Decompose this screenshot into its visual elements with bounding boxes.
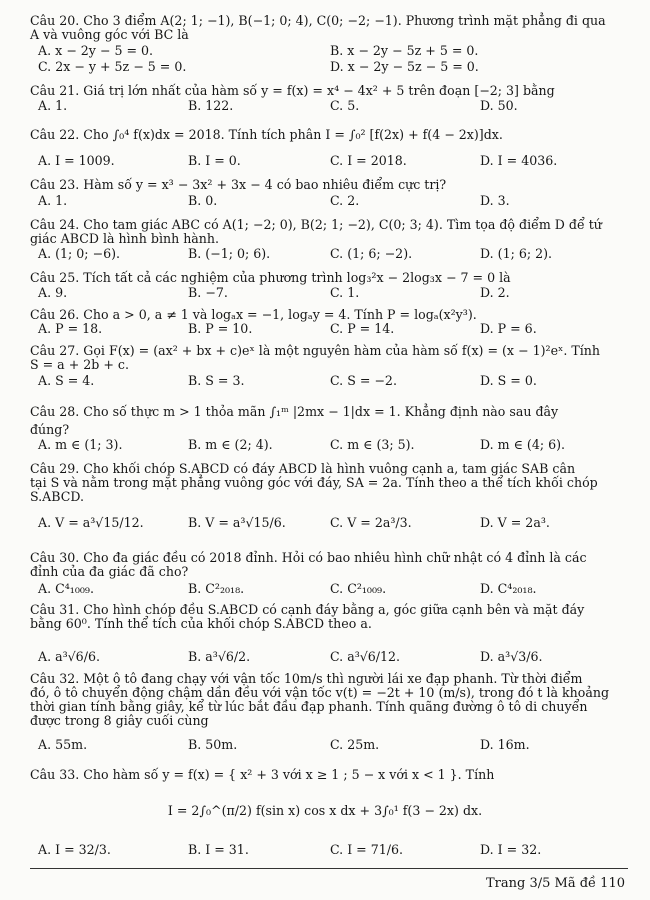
question-text: tại S và nằm trong mặt phẳng vuông góc với đáy, SA = 2a. Tính theo a thể tích khối chóp	[30, 475, 598, 490]
option-c: C. m ∈ (3; 5).	[330, 437, 415, 452]
footer-divider	[30, 868, 628, 869]
option-a: A. (1; 0; −6).	[38, 246, 121, 261]
question-text: được trong 8 giây cuối cùng	[30, 713, 209, 728]
option-d: D. C⁴₂₀₁₈.	[480, 581, 537, 596]
question-text: Câu 27. Gọi F(x) = (ax² + bx + c)eˣ là một nguyên hàm của hàm số f(x) = (x − 1)²eˣ. Tính	[30, 343, 601, 358]
option-a: A. P = 18.	[38, 321, 103, 336]
option-d: D. x − 2y − 5z − 5 = 0.	[330, 59, 479, 74]
option-d: D. S = 0.	[480, 373, 537, 388]
option-a: A. V = a³√15/12.	[38, 515, 144, 530]
option-a: A. x − 2y − 5 = 0.	[38, 43, 154, 58]
question-text: Câu 31. Cho hình chóp đều S.ABCD có cạnh đáy bằng a, góc giữa cạnh bên và mặt đáy	[30, 602, 585, 617]
question-text: Câu 22. Cho ∫₀⁴ f(x)dx = 2018. Tính tích phân I = ∫₀² [f(2x) + f(4 − 2x)]dx.	[30, 127, 503, 142]
option-b: B. V = a³√15/6.	[188, 515, 286, 530]
option-d: D. m ∈ (4; 6).	[480, 437, 566, 452]
option-d: D. 2.	[480, 285, 510, 300]
option-b: B. P = 10.	[188, 321, 253, 336]
option-d: D. 16m.	[480, 737, 530, 752]
option-c: C. 2x − y + 5z − 5 = 0.	[38, 59, 187, 74]
question-text: Câu 20. Cho 3 điểm A(2; 1; −1), B(−1; 0; 4), C(0; −2; −1). Phương trình mặt phẳng đi qua	[30, 13, 606, 28]
question-text: Câu 26. Cho a > 0, a ≠ 1 và logₐx = −1, logₐy = 4. Tính P = logₐ(x²y³).	[30, 307, 477, 322]
option-c: C. V = 2a³/3.	[330, 515, 412, 530]
option-b: B. x − 2y − 5z + 5 = 0.	[330, 43, 479, 58]
option-c: C. 25m.	[330, 737, 380, 752]
option-d: D. 3.	[480, 193, 510, 208]
option-d: D. I = 32.	[480, 842, 542, 857]
option-b: B. C²₂₀₁₈.	[188, 581, 245, 596]
option-d: D. P = 6.	[480, 321, 537, 336]
option-a: A. I = 32/3.	[38, 842, 111, 857]
option-c: C. a³√6/12.	[330, 649, 401, 664]
option-b: B. S = 3.	[188, 373, 245, 388]
option-c: C. 1.	[330, 285, 360, 300]
option-a: A. 55m.	[38, 737, 88, 752]
option-a: A. I = 1009.	[38, 153, 115, 168]
option-b: B. 0.	[188, 193, 218, 208]
option-c: C. I = 2018.	[330, 153, 407, 168]
option-b: B. (−1; 0; 6).	[188, 246, 271, 261]
option-a: A. C⁴₁₀₀₉.	[38, 581, 94, 596]
option-b: B. I = 31.	[188, 842, 249, 857]
question-text: Câu 32. Một ô tô đang chạy với vận tốc 10m/s thì người lái xe đạp phanh. Từ thời điểm	[30, 671, 583, 686]
option-a: A. 9.	[38, 285, 68, 300]
question-text: Câu 21. Giá trị lớn nhất của hàm số y = f(x) = x⁴ − 4x² + 5 trên đoạn [−2; 3] bằng	[30, 83, 555, 98]
question-text: Câu 24. Cho tam giác ABC có A(1; −2; 0), B(2; 1; −2), C(0; 3; 4). Tìm tọa độ điểm D để tứ	[30, 217, 602, 232]
question-text: Câu 28. Cho số thực m > 1 thỏa mãn ∫₁ᵐ |2mx − 1|dx = 1. Khẳng định nào sau đây	[30, 404, 559, 419]
option-b: B. a³√6/2.	[188, 649, 251, 664]
option-d: D. V = 2a³.	[480, 515, 550, 530]
option-a: A. m ∈ (1; 3).	[38, 437, 123, 452]
integral-formula: I = 2∫₀^(π/2) f(sin x) cos x dx + 3∫₀¹ f(3 − 2x) dx.	[167, 803, 483, 818]
option-b: B. 122.	[188, 98, 234, 113]
page-footer: Trang 3/5 Mã đề 110	[486, 876, 625, 891]
question-text: S = a + 2b + c.	[30, 357, 129, 372]
question-text: bằng 60⁰. Tính thể tích của khối chóp S.ABCD theo a.	[30, 616, 372, 631]
question-text: đỉnh của đa giác đã cho?	[30, 564, 189, 579]
question-text: giác ABCD là hình bình hành.	[30, 231, 220, 246]
question-text: thời gian tính bằng giây, kể từ lúc bắt đầu đạp phanh. Tính quãng đường ô tô di chuyển	[30, 699, 588, 714]
question-text: đúng?	[30, 422, 70, 437]
option-d: D. I = 4036.	[480, 153, 558, 168]
option-d: D. (1; 6; 2).	[480, 246, 553, 261]
question-text: A và vuông góc với BC là	[30, 27, 189, 42]
question-text: S.ABCD.	[30, 489, 85, 504]
option-b: B. 50m.	[188, 737, 238, 752]
option-c: C. I = 71/6.	[330, 842, 404, 857]
option-a: A. S = 4.	[38, 373, 95, 388]
option-b: B. m ∈ (2; 4).	[188, 437, 273, 452]
option-c: C. S = −2.	[330, 373, 397, 388]
option-b: B. I = 0.	[188, 153, 241, 168]
question-text: Câu 30. Cho đa giác đều có 2018 đỉnh. Hỏi có bao nhiêu hình chữ nhật có 4 đỉnh là các	[30, 550, 587, 565]
option-b: B. −7.	[188, 285, 228, 300]
question-text: Câu 23. Hàm số y = x³ − 3x² + 3x − 4 có bao nhiêu điểm cực trị?	[30, 177, 447, 192]
option-a: A. 1.	[38, 98, 68, 113]
option-a: A. 1.	[38, 193, 68, 208]
question-text: đó, ô tô chuyển động chậm dần đều với vận tốc v(t) = −2t + 10 (m/s), trong đó t là khoảng	[30, 685, 610, 700]
option-a: A. a³√6/6.	[38, 649, 100, 664]
option-d: D. 50.	[480, 98, 518, 113]
option-c: C. 5.	[330, 98, 360, 113]
option-c: C. P = 14.	[330, 321, 395, 336]
option-c: C. (1; 6; −2).	[330, 246, 413, 261]
question-text: Câu 29. Cho khối chóp S.ABCD có đáy ABCD là hình vuông cạnh a, tam giác SAB cân	[30, 461, 576, 476]
question-text: Câu 33. Cho hàm số y = f(x) = { x² + 3 với x ≥ 1 ; 5 − x với x < 1 }. Tính	[30, 767, 495, 782]
option-d: D. a³√3/6.	[480, 649, 543, 664]
option-c: C. C²₁₀₀₉.	[330, 581, 387, 596]
question-text: Câu 25. Tích tất cả các nghiệm của phương trình log₃²x − 2log₃x − 7 = 0 là	[30, 270, 511, 285]
option-c: C. 2.	[330, 193, 360, 208]
